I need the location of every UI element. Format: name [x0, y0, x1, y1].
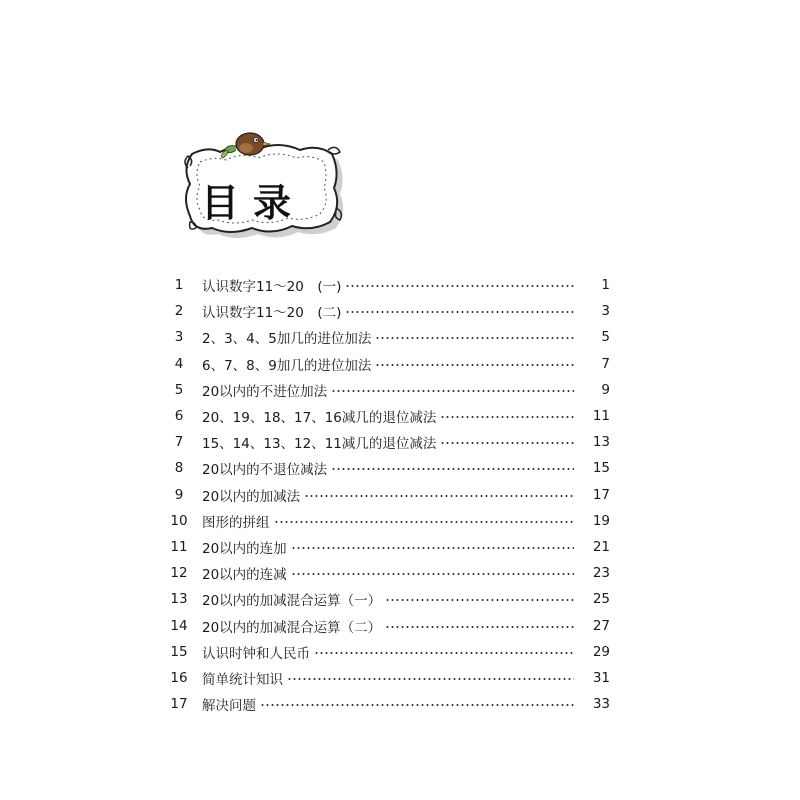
toc-entry-number: 2: [174, 303, 184, 320]
toc-entry-page: 13: [592, 434, 610, 451]
toc-entry-number: 17: [170, 696, 188, 713]
toc-entry[interactable]: [160, 377, 610, 403]
toc-entry-number: 12: [170, 565, 188, 582]
toc-entry-label: 20以内的不进位加法: [202, 383, 328, 400]
toc-entry-number: 4: [174, 355, 184, 372]
toc-leader-dots: [440, 416, 574, 418]
toc-leader-dots: [375, 337, 574, 339]
toc-entry-label: 认识数字11～20 (二): [202, 305, 342, 322]
toc-leader-dots: [345, 285, 574, 287]
toc-leader-dots: [385, 599, 574, 601]
toc-entry[interactable]: [160, 665, 610, 691]
toc-entry[interactable]: [160, 455, 610, 481]
toc-entry-number: 14: [170, 617, 188, 634]
toc-entry[interactable]: [160, 298, 610, 324]
toc-entry[interactable]: [160, 324, 610, 350]
toc-leader-dots: [345, 311, 574, 313]
toc-entry-page: 31: [592, 669, 610, 686]
toc-entry-number: 5: [174, 381, 184, 398]
toc-entry-page: 33: [592, 696, 610, 713]
toc-entry-page: 25: [592, 591, 610, 608]
toc-entry-page: 11: [592, 408, 610, 425]
toc-leader-dots: [331, 468, 574, 470]
toc-entry-label: 简单统计知识: [202, 671, 283, 688]
toc-entry-number: 11: [170, 538, 188, 555]
toc-entry-page: 19: [592, 512, 610, 529]
toc-entry[interactable]: [160, 482, 610, 508]
toc-leader-dots: [375, 364, 574, 366]
toc-entry-label: 认识时钟和人民币: [202, 645, 310, 662]
toc-leader-dots: [440, 442, 574, 444]
toc-leader-dots: [314, 652, 574, 654]
toc-entry-label: 解决问题: [202, 698, 256, 715]
toc-entry-label: 20以内的不退位减法: [202, 462, 328, 479]
toc-entry-page: 29: [592, 643, 610, 660]
toc-entry-number: 8: [174, 460, 184, 477]
toc-entry-number: 9: [174, 486, 184, 503]
toc-entry-page: 9: [601, 381, 610, 398]
toc-entry-label: 20、19、18、17、16减几的退位减法: [202, 410, 437, 427]
toc-entry-page: 3: [601, 303, 610, 320]
toc-entry-label: 20以内的加减法: [202, 488, 301, 505]
toc-leader-dots: [304, 495, 574, 497]
toc-entry[interactable]: [160, 691, 610, 717]
toc-leader-dots: [274, 521, 575, 523]
toc-leader-dots: [331, 390, 574, 392]
toc-entry-number: 3: [174, 329, 184, 346]
toc-entry-page: 15: [592, 460, 610, 477]
toc-leader-dots: [291, 573, 574, 575]
toc-leader-dots: [385, 626, 574, 628]
toc-entry-page: 23: [592, 565, 610, 582]
toc-entry-label: 20以内的加减混合运算（一）: [202, 593, 382, 610]
toc-entry-label: 20以内的加减混合运算（二）: [202, 619, 382, 636]
toc-entry-number: 15: [170, 643, 188, 660]
toc-entry-number: 7: [174, 434, 184, 451]
toc-entry-number: 1: [174, 277, 184, 294]
toc-entry[interactable]: [160, 586, 610, 612]
toc-entry-page: 7: [601, 355, 610, 372]
toc-entry-label: 图形的拼组: [202, 514, 270, 531]
toc-entry-number: 10: [170, 512, 188, 529]
toc-entry-label: 2、3、4、5加几的进位加法: [202, 331, 372, 348]
toc-entry-page: 17: [592, 486, 610, 503]
toc-entry-number: 13: [170, 591, 188, 608]
table-of-contents: [160, 272, 610, 717]
toc-entry-label: 15、14、13、12、11减几的退位减法: [202, 436, 437, 453]
toc-leader-dots: [287, 678, 574, 680]
toc-entry[interactable]: [160, 351, 610, 377]
toc-entry-number: 6: [174, 408, 184, 425]
toc-entry[interactable]: [160, 560, 610, 586]
toc-entry-number: 16: [170, 669, 188, 686]
toc-entry[interactable]: [160, 272, 610, 298]
toc-entry-page: 5: [601, 329, 610, 346]
title-badge: [178, 128, 348, 240]
toc-entry[interactable]: [160, 612, 610, 638]
toc-entry-label: 20以内的连减: [202, 567, 287, 584]
toc-entry[interactable]: [160, 534, 610, 560]
toc-entry-label: 6、7、8、9加几的进位加法: [202, 357, 372, 374]
toc-entry-label: 20以内的连加: [202, 540, 287, 557]
toc-entry-page: 21: [592, 538, 610, 555]
toc-entry-page: 27: [592, 617, 610, 634]
toc-leader-dots: [260, 704, 574, 706]
toc-entry[interactable]: [160, 429, 610, 455]
toc-leader-dots: [291, 547, 574, 549]
toc-entry-label: 认识数字11～20 (一): [202, 279, 342, 296]
toc-entry[interactable]: [160, 403, 610, 429]
toc-entry[interactable]: [160, 639, 610, 665]
toc-entry[interactable]: [160, 508, 610, 534]
toc-entry-page: 1: [601, 277, 610, 294]
page-title: 目录: [200, 181, 305, 225]
